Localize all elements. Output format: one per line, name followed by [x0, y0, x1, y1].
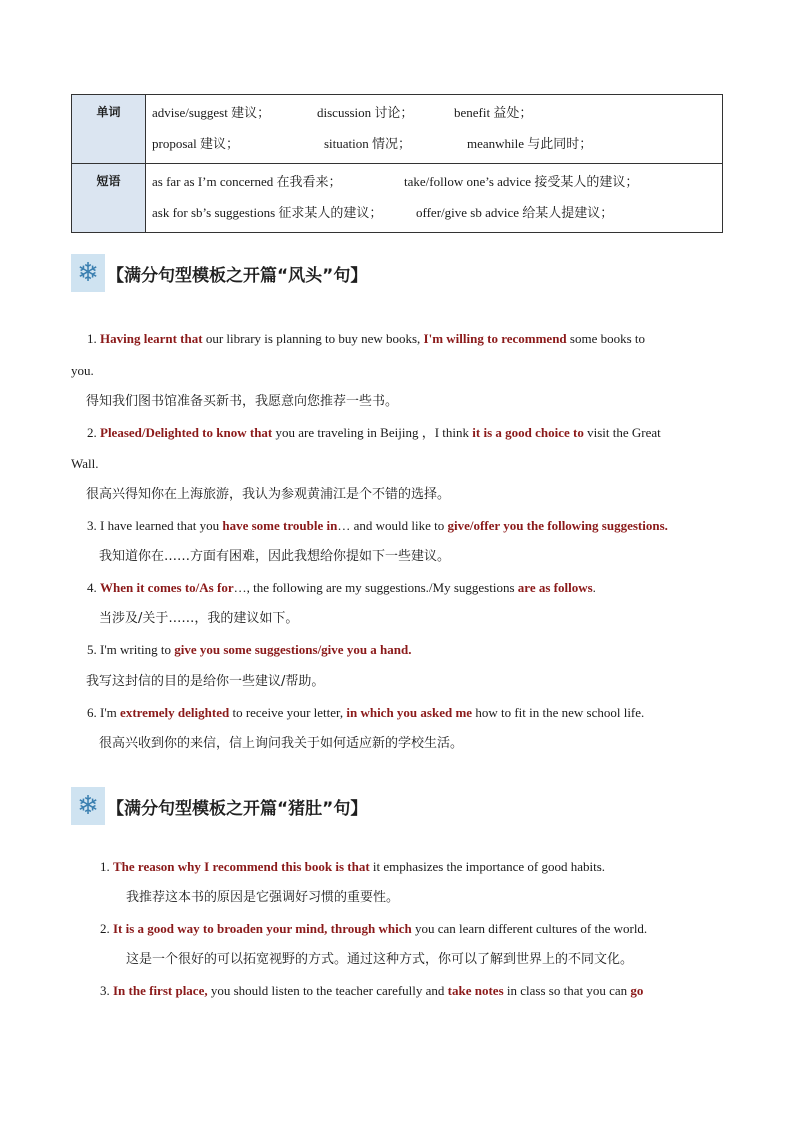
highlighted-phrase: Pleased/Delighted to know that	[100, 425, 273, 440]
sentence-english	[87, 330, 723, 348]
sentence-english	[87, 641, 412, 659]
words-cell	[146, 95, 723, 164]
sentence-text: 2.	[100, 921, 113, 936]
highlighted-phrase: give/offer you the following suggestions.	[447, 518, 668, 533]
sentence-text: … and would like to	[337, 518, 448, 533]
sentence-english	[87, 704, 644, 722]
highlighted-phrase: It is a good way to broaden your mind, through which	[113, 921, 412, 936]
highlighted-phrase: Having learnt that	[100, 331, 203, 346]
phrases-row	[72, 164, 723, 233]
word-entry: benefit 益处；	[454, 105, 533, 120]
highlighted-phrase: in which you asked me	[346, 705, 473, 720]
section-header-opening	[71, 253, 367, 293]
word-entry: discussion 讨论；	[317, 105, 414, 120]
sentence-text: 2.	[87, 425, 100, 440]
highlighted-phrase: extremely delighted	[120, 705, 230, 720]
word-entry: advise/suggest 建议；	[152, 105, 271, 120]
section-header-body	[71, 786, 367, 826]
section-title: 【满分句型模板之开篇“猪肚”句】	[107, 798, 368, 819]
highlighted-phrase: go	[630, 983, 644, 998]
sentence-continuation: Wall.	[71, 456, 99, 471]
phrase-entry: take/follow one’s advice 接受某人的建议；	[404, 174, 639, 189]
sentence-text: 1.	[87, 331, 100, 346]
words-row	[72, 95, 723, 164]
phrase-entry: as far as I’m concerned 在我看来；	[152, 174, 342, 189]
highlighted-phrase: it is a good choice to	[472, 425, 584, 440]
sentence-english	[100, 858, 605, 876]
highlighted-phrase: I'm willing to recommend	[423, 331, 567, 346]
snowflake-icon: ❄	[71, 787, 105, 825]
sentence-text: 4.	[87, 580, 100, 595]
sentence-text: in class so that you can	[503, 983, 631, 998]
sentence-text: how to fit in the new school life.	[472, 705, 645, 720]
sentence-text: .	[592, 580, 596, 595]
sentence-text: you should listen to the teacher carefully and	[207, 983, 448, 998]
sentence-text: visit the Great	[583, 425, 661, 440]
word-entry: situation 情况；	[324, 136, 412, 151]
sentence-chinese: 我推荐这本书的原因是它强调好习惯的重要性。	[126, 890, 400, 905]
sentence-english	[87, 517, 668, 535]
sentence-text: 1.	[100, 859, 113, 874]
word-entry: meanwhile 与此同时；	[467, 136, 593, 151]
sentence-text: to receive your letter,	[229, 705, 347, 720]
sentence-text: some books to	[566, 331, 646, 346]
words-header: 单词	[72, 95, 146, 164]
highlighted-phrase: take notes	[447, 983, 504, 998]
sentence-chinese: 很高兴得知你在上海旅游，我认为参观黄浦江是个不错的选择。	[86, 487, 451, 502]
highlighted-phrase: are as follows	[517, 580, 593, 595]
phrase-entry: offer/give sb advice 给某人提建议；	[416, 205, 614, 220]
sentence-text: 3. I have learned that you	[87, 518, 223, 533]
sentence-english	[100, 920, 647, 938]
highlighted-phrase: give you some suggestions/give you a hand.	[174, 642, 412, 657]
phrases-cell	[146, 164, 723, 233]
sentence-text: 3.	[100, 983, 113, 998]
highlighted-phrase: In the first place,	[113, 983, 208, 998]
sentence-english	[100, 982, 643, 1000]
sentence-chinese: 这是一个很好的可以拓宽视野的方式。通过这种方式，你可以了解到世界上的不同文化。	[126, 952, 634, 967]
sentence-text: it emphasizes the importance of good habits.	[369, 859, 606, 874]
sentence-text: you can learn different cultures of the world.	[411, 921, 648, 936]
sentence-chinese: 得知我们图书馆准备买新书，我愿意向您推荐一些书。	[86, 394, 399, 409]
phrase-entry: ask for sb’s suggestions 征求某人的建议；	[152, 205, 383, 220]
sentence-chinese: 很高兴收到你的来信，信上询问我关于如何适应新的学校生活。	[99, 736, 464, 751]
sentence-text: 6. I'm	[87, 705, 121, 720]
sentence-english	[87, 424, 723, 442]
sentence-text: our library is planning to buy new books,	[202, 331, 424, 346]
highlighted-phrase: The reason why I recommend this book is that	[113, 859, 370, 874]
highlighted-phrase: When it comes to/As for	[100, 580, 234, 595]
vocabulary-table	[71, 94, 723, 233]
sentence-text: 5. I'm writing to	[87, 642, 175, 657]
sentence-english	[87, 579, 596, 597]
sentence-chinese: 我知道你在……方面有困难，因此我想给你提如下一些建议。	[99, 549, 451, 564]
highlighted-phrase: have some trouble in	[222, 518, 338, 533]
section-title: 【满分句型模板之开篇“风头”句】	[107, 265, 368, 286]
sentence-text: you are traveling in Beijing ，I think	[272, 425, 473, 440]
sentence-chinese: 我写这封信的目的是给你一些建议/帮助。	[86, 674, 325, 689]
phrases-header: 短语	[72, 164, 146, 233]
sentence-text: …, the following are my suggestions./My suggestions	[233, 580, 518, 595]
snowflake-icon: ❄	[71, 254, 105, 292]
sentence-chinese: 当涉及/关于……，我的建议如下。	[99, 611, 299, 626]
word-entry: proposal 建议；	[152, 136, 240, 151]
sentence-continuation: you.	[71, 363, 94, 378]
